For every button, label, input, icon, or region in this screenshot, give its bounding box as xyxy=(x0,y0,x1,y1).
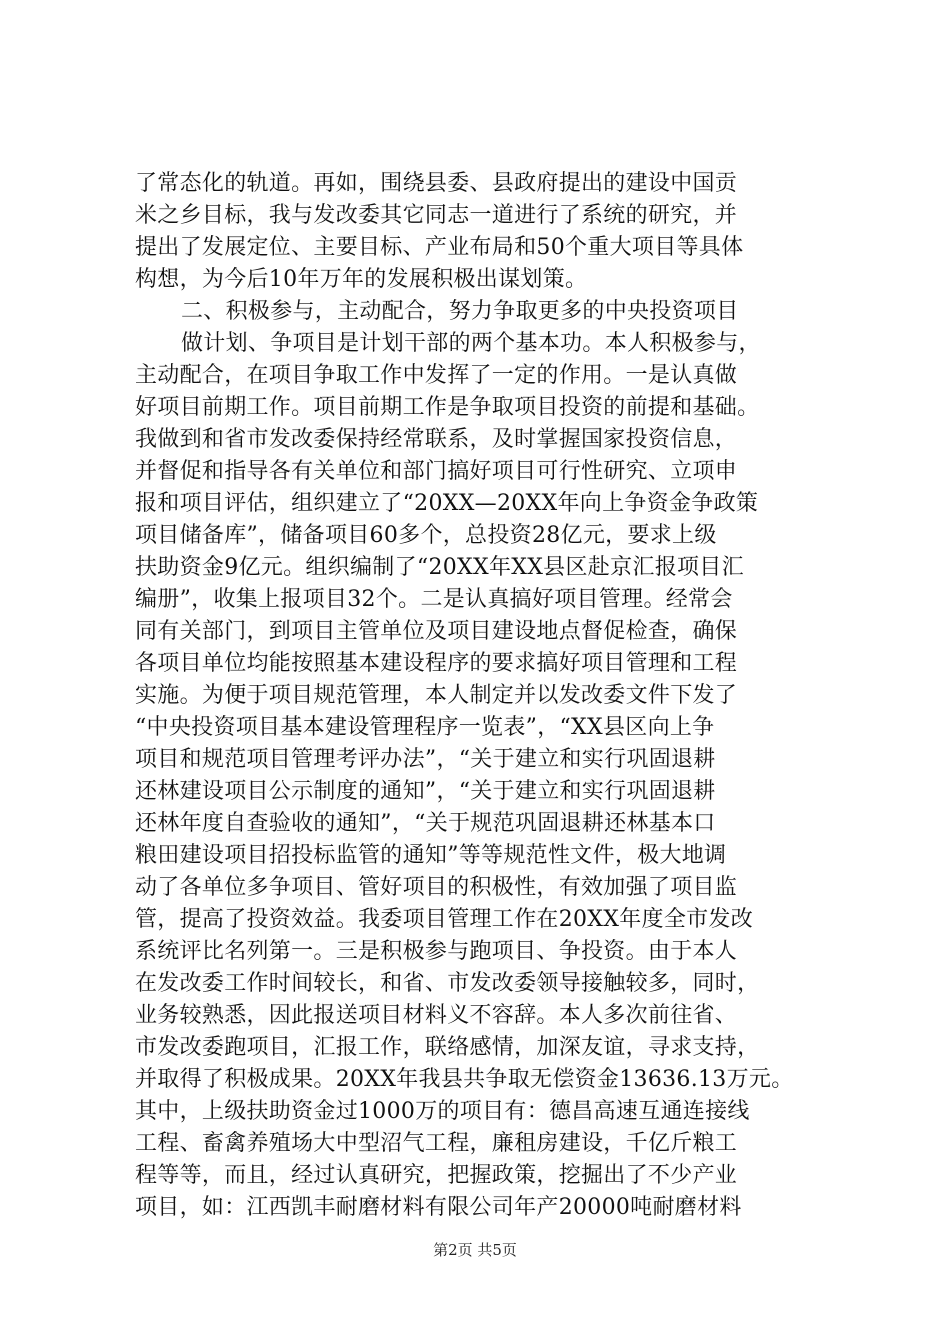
body-line: 业务较熟悉，因此报送项目材料义不容辞。本人多次前往省、 xyxy=(135,1003,738,1028)
section-heading: 二、积极参与，主动配合，努力争取更多的中央投资项目 xyxy=(181,299,739,324)
body-line: “中央投资项目基本建设管理程序一览表”，“XX县区向上争 xyxy=(135,715,715,740)
body-line: 项目和规范项目管理考评办法”，“关于建立和实行巩固退耕 xyxy=(135,747,716,772)
body-line: 扶助资金9亿元。组织编制了“20XX年XX县区赴京汇报项目汇 xyxy=(135,555,744,580)
body-line: 并取得了积极成果。20XX年我县共争取无偿资金13636.13万元。 xyxy=(135,1067,794,1092)
body-line: 并督促和指导各有关单位和部门搞好项目可行性研究、立项申 xyxy=(135,459,738,484)
body-line: 系统评比名列第一。三是积极参与跑项目、争投资。由于本人 xyxy=(135,939,738,964)
body-line: 构想，为今后10年万年的发展积极出谋划策。 xyxy=(135,267,588,292)
body-line: 好项目前期工作。项目前期工作是争取项目投资的前提和基础。 xyxy=(135,395,760,420)
page-number-footer: 第2页 共5页 xyxy=(433,1241,517,1259)
body-line: 项目储备库”，储备项目60多个，总投资28亿元，要求上级 xyxy=(135,523,717,548)
body-line: 市发改委跑项目，汇报工作，联络感情，加深友谊，寻求支持， xyxy=(135,1035,760,1060)
body-line: 项目，如：江西凯丰耐磨材料有限公司年产20000吨耐磨材料 xyxy=(135,1195,742,1220)
body-line: 粮田建设项目招投标监管的通知”等等规范性文件，极大地调 xyxy=(135,843,727,868)
body-line: 实施。为便于项目规范管理，本人制定并以发改委文件下发了 xyxy=(135,683,738,708)
body-line: 动了各单位多争项目、管好项目的积极性，有效加强了项目监 xyxy=(135,875,738,900)
body-line: 还林年度自查验收的通知”，“关于规范巩固退耕还林基本口 xyxy=(135,811,716,836)
body-line: 管，提高了投资效益。我委项目管理工作在20XX年度全市发改 xyxy=(135,907,754,932)
body-line: 米之乡目标，我与发改委其它同志一道进行了系统的研究，并 xyxy=(135,203,738,228)
body-line: 在发改委工作时间较长，和省、市发改委领导接触较多，同时， xyxy=(135,971,760,996)
body-line: 程等等，而且，经过认真研究，把握政策，挖掘出了不少产业 xyxy=(135,1163,738,1188)
paragraph-first-line: 做计划、争项目是计划干部的两个基本功。本人积极参与， xyxy=(181,331,761,356)
body-line: 各项目单位均能按照基本建设程序的要求搞好项目管理和工程 xyxy=(135,651,738,676)
body-line: 还林建设项目公示制度的通知”，“关于建立和实行巩固退耕 xyxy=(135,779,716,804)
document-body xyxy=(135,168,855,1224)
body-line: 了常态化的轨道。再如，围绕县委、县政府提出的建设中国贡 xyxy=(135,171,738,196)
body-line: 同有关部门，到项目主管单位及项目建设地点督促检查，确保 xyxy=(135,619,738,644)
body-line: 工程、畜禽养殖场大中型沼气工程，廉租房建设，千亿斤粮工 xyxy=(135,1131,738,1156)
body-line: 其中，上级扶助资金过1000万的项目有：德昌高速互通连接线 xyxy=(135,1099,750,1124)
body-line: 主动配合，在项目争取工作中发挥了一定的作用。一是认真做 xyxy=(135,363,738,388)
body-line: 我做到和省市发改委保持经常联系，及时掌握国家投资信息， xyxy=(135,427,738,452)
body-line: 编册”，收集上报项目32个。二是认真搞好项目管理。经常会 xyxy=(135,587,733,612)
body-line: 报和项目评估，组织建立了“20XX—20XX年向上争资金争政策 xyxy=(135,491,759,516)
body-line: 提出了发展定位、主要目标、产业布局和50个重大项目等具体 xyxy=(135,235,744,260)
